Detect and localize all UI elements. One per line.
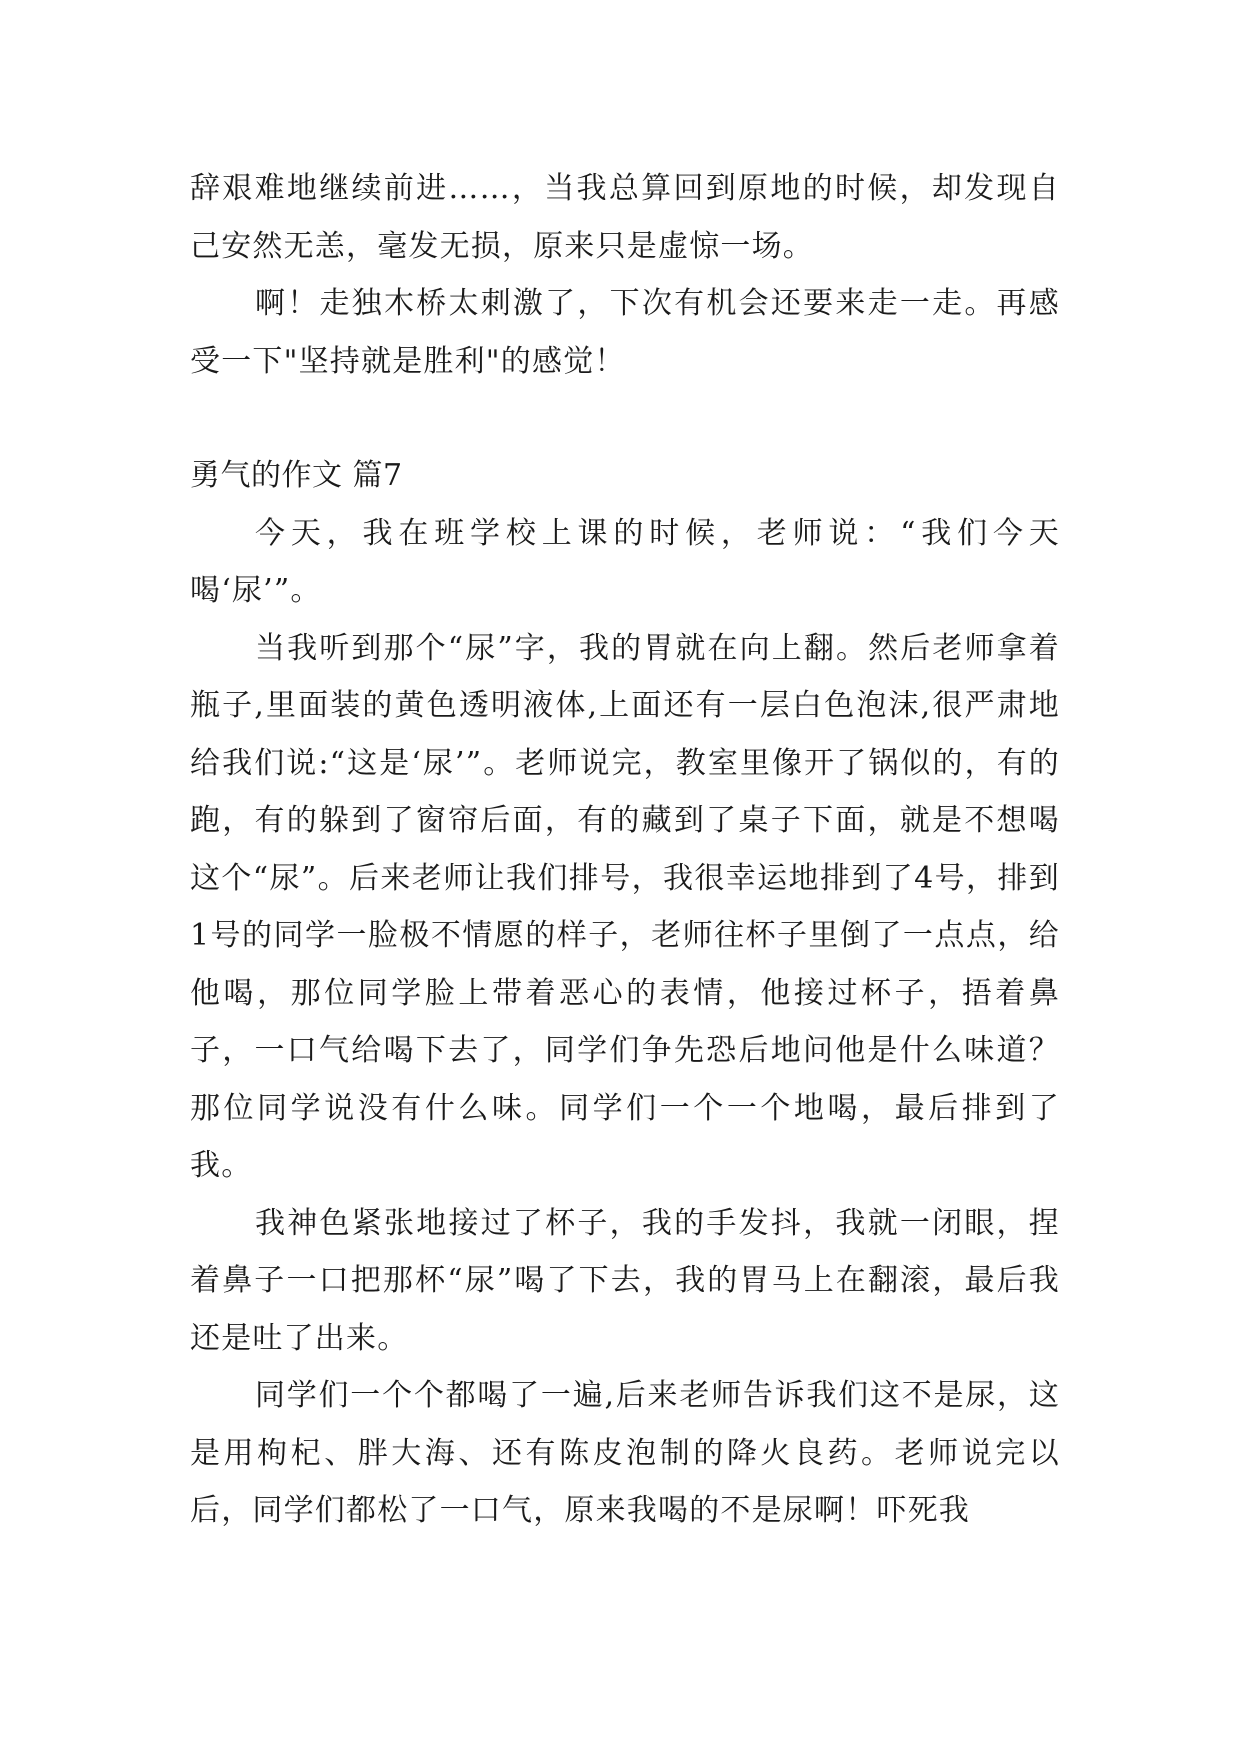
section-gap: [190, 390, 1060, 447]
section-heading: 勇气的作文 篇7: [190, 458, 403, 493]
paragraph-intro: 今天，我在班学校上课的时候，老师说：“我们今天喝‘尿’”。: [190, 515, 1060, 608]
paragraph-drinking: 我神色紧张地接过了杯子，我的手发抖，我就一闭眼，捏着鼻子一口把那杯“尿”喝了下去，我的胃马上在翻滚，最后我还是吐了出来。: [190, 1205, 1060, 1356]
paragraph-continued: 辞艰难地继续前进……，当我总算回到原地的时候，却发现自己安然无恙，毫发无损，原来只是虚惊一场。: [190, 171, 1060, 264]
document-body: [190, 160, 1060, 1540]
paragraph-story: 当我听到那个“尿”字，我的胃就在向上翻。然后老师拿着瓶子,里面装的黄色透明液体,上面还有一层白色泡沫,很严肃地给我们说:“这是‘尿’”。老师说完，教室里像开了锅似的，有的跑，有的躲到了窗帘后面，有的藏到了桌子下面，就是不想喝这个“尿”。后来老师让我们排号，我很幸运地排到了4号，排到1号的同学一脸极不情愿的样子，老师往杯子里倒了一点点，给他喝，那位同学脸上带着恶心的表情，他接过杯子，捂着鼻子，一口气给喝下去了，同学们争先恐后地问他是什么味道？那位同学说没有什么味。同学们一个一个地喝，最后排到了我。: [190, 630, 1060, 1183]
paragraph-bridge-conclusion: 啊！走独木桥太刺激了，下次有机会还要来走一走。再感受一下"坚持就是胜利"的感觉！: [190, 286, 1060, 379]
paragraph-reveal: 同学们一个个都喝了一遍,后来老师告诉我们这不是尿，这是用枸杞、胖大海、还有陈皮泡制的降火良药。老师说完以后，同学们都松了一口气，原来我喝的不是尿啊！吓死我: [190, 1378, 1060, 1528]
